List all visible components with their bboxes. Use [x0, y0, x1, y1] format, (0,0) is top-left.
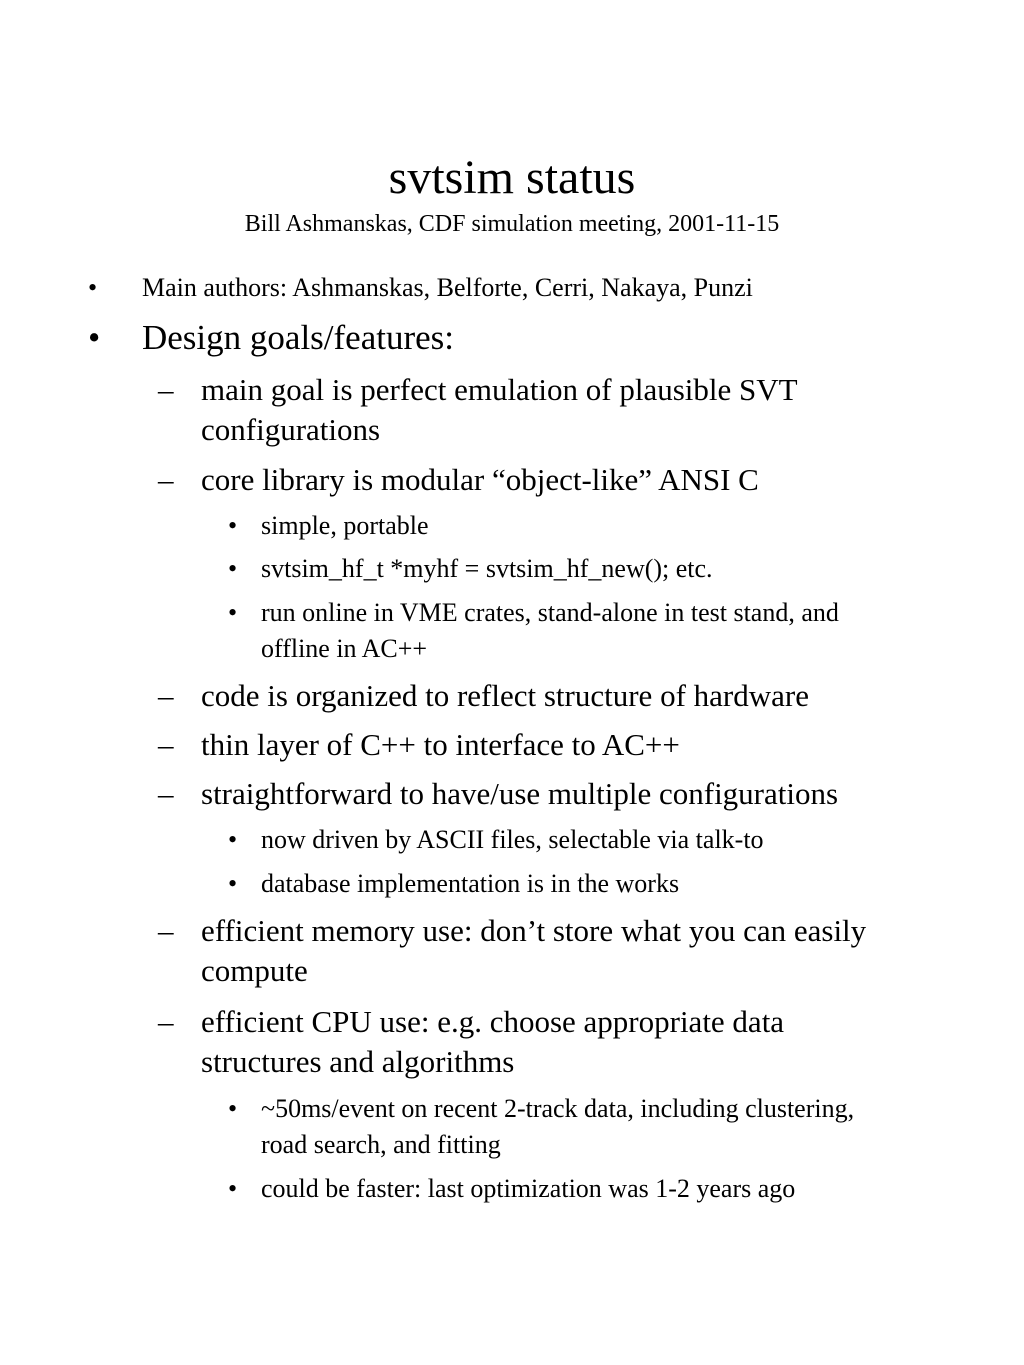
list-item-text: main goal is perfect emulation of plausible SVT configurations: [201, 372, 798, 447]
bullet-marker: •: [228, 1094, 238, 1123]
bullet-marker: •: [228, 511, 238, 540]
dash-marker: –: [158, 776, 174, 811]
list-item-text: core library is modular “object-like” ANSI C: [201, 462, 759, 497]
bullet-marker: •: [228, 554, 238, 583]
list-item: [0, 508, 1024, 544]
list-item-text: now driven by ASCII files, selectable via talk-to: [261, 825, 764, 854]
slide-title: svtsim status: [388, 151, 636, 204]
dash-marker: –: [158, 727, 174, 762]
dash-marker: –: [158, 913, 174, 948]
bullet-marker: •: [88, 273, 98, 302]
list-item: [0, 774, 1024, 816]
list-item: [0, 317, 1024, 361]
list-item: [0, 725, 1024, 767]
bullet-marker: •: [228, 825, 238, 854]
list-item-text: thin layer of C++ to interface to AC++: [201, 727, 680, 762]
list-item-text: could be faster: last optimization was 1-2 years ago: [261, 1174, 796, 1203]
list-item: [0, 551, 1024, 587]
list-item: [0, 370, 1024, 452]
list-item-text: ~50ms/event on recent 2-track data, including clustering, road search, and fitting: [261, 1094, 855, 1159]
bullet-marker: •: [228, 598, 238, 627]
bullet-marker: •: [228, 869, 238, 898]
bullet-marker: •: [228, 1174, 238, 1203]
list-item-text: database implementation is in the works: [261, 869, 680, 898]
list-item: [0, 911, 1024, 993]
slide-subtitle: Bill Ashmanskas, CDF simulation meeting, 2001-11-15: [244, 211, 780, 237]
bullet-marker: •: [88, 318, 101, 357]
list-item: [0, 1171, 1024, 1207]
list-item: [0, 595, 1024, 669]
list-item-text: Main authors: Ashmanskas, Belforte, Cerri, Nakaya, Punzi: [142, 273, 753, 302]
list-item-text: code is organized to reflect structure of hardware: [201, 678, 809, 713]
list-item: [0, 1091, 1024, 1165]
list-item-text: run online in VME crates, stand-alone in test stand, and offline in AC++: [261, 598, 839, 663]
list-item-text: simple, portable: [261, 511, 429, 540]
list-item: [0, 676, 1024, 718]
dash-marker: –: [158, 678, 174, 713]
list-item-text: svtsim_hf_t *myhf = svtsim_hf_new(); etc.: [261, 554, 713, 583]
dash-marker: –: [158, 462, 174, 497]
list-item-text: Design goals/features:: [142, 318, 454, 357]
list-item-text: efficient memory use: don’t store what you can easily compute: [201, 913, 867, 988]
list-item-text: straightforward to have/use multiple configurations: [201, 776, 839, 811]
list-item: [0, 1002, 1024, 1084]
dash-marker: –: [158, 372, 174, 407]
list-item: [0, 822, 1024, 858]
list-item: [0, 273, 1024, 305]
dash-marker: –: [158, 1004, 174, 1039]
list-item-text: efficient CPU use: e.g. choose appropriate data structures and algorithms: [201, 1004, 785, 1079]
list-item: [0, 866, 1024, 902]
list-item: [0, 460, 1024, 502]
